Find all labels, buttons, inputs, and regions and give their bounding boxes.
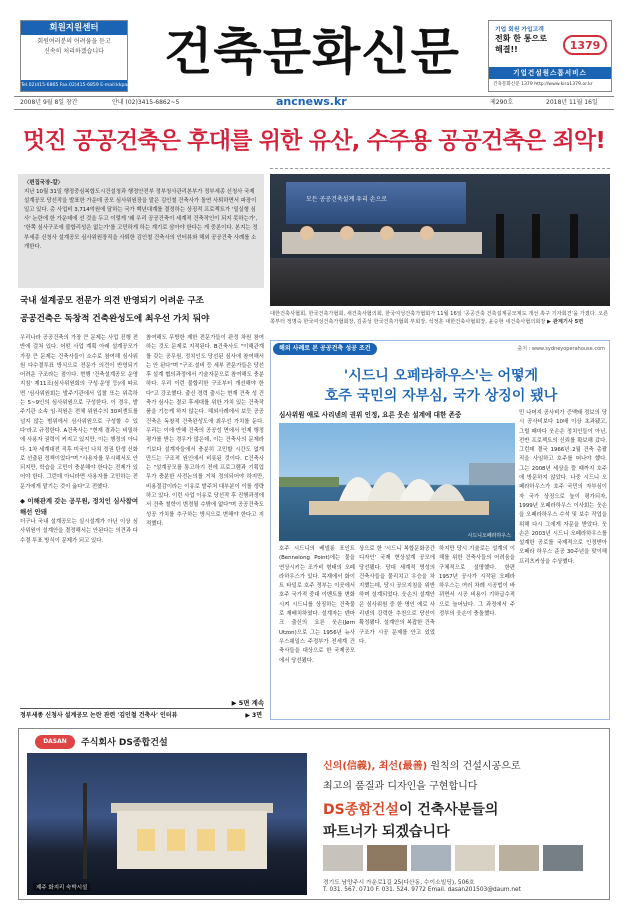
- ad-brand-name: DS종합건설: [323, 802, 399, 818]
- article-column-right: 민 나머지 공사비가 증액돼 정보의 당시 공사비보다 10배 이상 초과됐고, 그럴 때마다 웃손은 정치인들이 아닌, 전반 프로젝트의 신뢰를 확보해 갔다. 그런데 결국 1966년 2월 건축 총괄직을 사임하고 호주를 떠나야 했다. 그는 2008년 세상을 뜰 때까지 호주에 방문하지 않았다. 나중 시드니 오페라하우스가 호주 국민의 자부심이자 국가 상징으로 높이 평가되자, 1999년 오페라하우스 이사회는 웃손을 오페라하우스 수석 및 보수 작업을 위해 다시 그에게 자문을 받았다. 웃손은 2003년 시드니 오페라하우스를 설계한 공로를 국제적으로 인정받아 오페라 하우스 준공 30주년을 맞이해 프리츠커상을 수상했다.: [519, 410, 607, 565]
- onestop-footer: 건축문화신문 1379 http://www.kira1379.or.kr: [493, 82, 593, 87]
- ds-construction-ad[interactable]: [18, 728, 610, 900]
- body-column-1: [20, 334, 138, 714]
- article-column-2: 상으로 한 '시드니 복합문화공간 디자인' 국제 현상설계 공모에 당선됐다. 당대 세계적 명성의 건축사들을 물리치고 우승을 차지했는데, 당시 공모지침을 위반하며 설계되었다. 웃손의 설계안은 심사위원 중 한 명인 에로 사리넨의 강력한 추천으로 당선이 확정됐다. 설계안의 복잡한 건축 구조가 시공 문제를 안고 있었다.: [359, 546, 435, 645]
- body-column-2: 참여해도 무방한 제한 전문가들이 판정 차원 참여하는 것도 문제로 지적된다. B건축사도 "이해관계를 갖는 공무원, 정치인도 당선된 심사에 참여해서는 안 된다"며 "구조·설비 등 세부 전문가들은 당선 후 설계 협의과정에서 기술자문으로 참여해도 충분하다. 우리 이런 불합리한 구조부터 개선해야 한다"고 강조했다. 출신 경력 출시는 현재 건축 성 건축가 심사는 결코 후세대를 위한 가치 있는 건축작품을 기능케 하지 않는다. 해외사례에서 보듯 공공건축은 독창적 건축완성도에 최우선 가치를 둔다. 우리는 이에 반해 건축의 공공성 면에서 언제 행정 평가를 받는 경우가 많은데, 이는 건축사의 문제라기보다 설계자들에서 충분히 고민할 시간도 없게 만드는 구조적 원인에서 비롯된 것이다. C건축사는 "설계공모를 통고하기 전에 프로그램과 기획업무가 충분한 사전논의를 거쳐 정의되어야 하지만, 비용절감이라는 이유로 발주처 대부분이 이를 생략하고 있다. 이런 사업 이유로 당선작 후 진행과정에서 건축 철학이 변경될 수밖에 없다"며 공공건축도 성공 가치를 추구하는 방식으로 변해야 한다고 지적했다.: [146, 335, 264, 527]
- opera-house-illustration: [279, 423, 515, 541]
- onestop-service-box: [488, 20, 612, 92]
- lead-tag: 〈편집국장-칼〉: [24, 180, 64, 186]
- subheadline-2: 공공건축은 독창적 건축완성도에 최우선 가치 둬야: [20, 314, 210, 324]
- ad-thumbnail: [455, 845, 495, 871]
- contact-info: 안내 (02)3415-6862~5: [112, 99, 180, 106]
- article-tag: 해외 사례로 본 공공건축 성공 조건: [273, 343, 377, 355]
- headline-divider: [270, 168, 610, 169]
- issue-date: 2018년 11월 16일: [546, 99, 598, 106]
- reporters-crowd: [270, 258, 610, 306]
- member-support-contact: Tel.02)415-6865 Fax.02)415-6859 E-mail:kkpa@kira.or.kr: [21, 80, 127, 91]
- subheadline-1: 국내 설계공모 전문가 의견 반영되기 어려운 구조: [20, 296, 204, 306]
- onestop-banner: 기업건설원스톱서비스: [489, 67, 611, 79]
- interview-page-ref: ▶ 3면: [245, 712, 262, 719]
- house-window: [137, 829, 155, 851]
- issue-number: 제290호: [490, 99, 514, 106]
- ad-slogan-line1-rest: 원칙의 건설시공으로: [427, 761, 521, 772]
- section-heading: ◆ 이해관계 갖는 공무원, 정치인 심사참여해선 안돼: [20, 497, 138, 517]
- member-support-box: [20, 20, 153, 92]
- ad-thumbnail: [367, 845, 407, 871]
- speaker: [300, 226, 314, 240]
- speaker: [380, 226, 394, 240]
- onestop-call-line2: 해결!!: [495, 45, 518, 54]
- member-support-badge: 회원지원센터: [21, 21, 127, 35]
- article-title-line2: 호주 국민의 자부심, 국가 상징이 됐나: [324, 388, 558, 404]
- newspaper-page: [14, 18, 614, 902]
- member-support-line1: 회원여러분의 어려움을 듣고: [37, 38, 111, 45]
- interview-reference[interactable]: [20, 708, 264, 722]
- onestop-call-line1: 전화 한 통으로: [495, 34, 547, 43]
- speaker: [420, 226, 434, 240]
- dasan-logo: DASAN: [35, 735, 75, 749]
- interview-reference-text: 정부세종 신청사 설계공모 논란 관련 '김인철 건축사' 인터뷰: [20, 712, 178, 719]
- opera-house-photo: [279, 423, 515, 541]
- ad-slogan-line3-rest: 이 건축사분들의: [398, 802, 499, 818]
- article-subtitle: 심사위원 애로 사리넨의 권위 인정, 요른 웃손 설계에 대한 존중: [279, 411, 462, 419]
- ad-contact: T. 031. 567. 0710 F. 031. 524. 9772 Email. dasan201503@daum.net: [323, 887, 521, 893]
- photo-caption: [270, 310, 610, 336]
- website-link[interactable]: ancnews.kr: [276, 95, 347, 108]
- article-source: 출처 : www.sydneyoperahouse.com: [517, 346, 605, 352]
- ad-slogan-line2: 최고의 품질과 디자인을 구현합니다: [323, 781, 478, 792]
- article-title-line1: '시드니 오페라하우스'는 어떻게: [343, 368, 539, 384]
- ad-thumbnail: [323, 845, 363, 871]
- article-column-1: 호주 시드니의 베넬롱 포인트(Bennelong Point)에는 물을 연상시키는 조가비 형태의 오페라하우스가 있다. 목재에서 화이트 타일로 호주 정부는 이곳에서 호주 국가적 중대 이벤트를 변화시켜 시드니를 상징하는 건축물로 재배치하였다. 설계자는 덴마크 출신의 요른 웃손(Jørn Utzon)으로 그는 1956년 뉴사우스웨일스 주정부가 전세계 건축사들을 대상으로 한 국제공모에서 당선됐다.: [279, 546, 355, 664]
- ad-slogan-line1: [323, 757, 521, 772]
- ad-photo-caption: 제주 화지리 숙박시설: [33, 883, 90, 891]
- phone-number-badge: 1379: [563, 35, 607, 55]
- ad-thumbnail: [411, 845, 451, 871]
- ad-company-name: 주식회사 DS종합건설: [81, 738, 168, 748]
- body-column-1-tail: 더구나 국내 설계공모는 실시설계가 아닌 이상 심사위원이 설계안을 결정해서는 안된다는 의견과 다수결 투표 방식이 문제가 되고 있다.: [20, 519, 138, 544]
- body-column-1-text: 우리나라 공공건축의 가장 큰 문제는 사업 진행 전반에 걸쳐 있다. 어떤 사업 계획 아래 설계공모가 가장 큰 문제는 건축사들이 소수로 참여해 심사위원 다수결투표 방식으로 전문가 의견이 반영되기 어려운 구조라는 점이다. 현행 '건축설계공모 운영지침' 제11조(심사위원회의 구성·운영 등)에 따르면 '심사위원회는 발주기관에서 입찰 또는 위촉하는 5~9인의 심사위원으로 구성한다. 이 경우, 발주기관 소속 임·직원은 전체 위원수의 30퍼센트를 넘지 않는 범위에서 심사위원으로 구성할 수 있다'라고 규정한다. A건축사는 "현재 결과는 비밀하에 사용자 권력이 커지고 있지만, 이는 행정의 아니다. 1차 세계대전 직후 미국인 나치 정권 탄생 신화로 선출된 정책이었다"며 "사용자를 무시해서도 안 되지만, 학습을 고민이 충분해야 한다는 전제가 있어야 한다. 그런데 아니라면 사용자를 고민하는 전문가에게 맡기는 것이 옳다"고 전했다.: [20, 335, 138, 490]
- newspaper-title: 건축문화신문: [164, 23, 460, 81]
- founded-date: 2008년 9월 8일 창간: [20, 99, 78, 106]
- issue-info-bar: [14, 96, 614, 110]
- member-support-line2: 신속히 처리하겠습니다: [44, 48, 104, 55]
- opera-house-caption: 시드니오페라하우스: [467, 533, 511, 539]
- ad-slogan-line3: [323, 799, 498, 819]
- speaker: [340, 226, 354, 240]
- article-column-3: 하지만 당시 기술로는 설계의 이해를 위한 건축사들의 어려움을 구체적으로 설명했다. 한편 1957년 공사가 시작된 오페라하우스는 여러 차례 시공법이 바뀌면서 시공 비용이 기하급수적으로 늘어났다. 그 과정에서 주정부의 웃손이 충돌했다.: [439, 546, 515, 618]
- lead-text: 지난 10월 31일 행정중심복합도시건설청과 행정안전부 정부청사관리본부가 정부세종 신청사 국제설계공모 당선작을 발표한 가운데 공모 심사위원장을 맡은 김인철 건축사가 돌연 사퇴하면서 파장이 일고 있다. 총 사업비 3,714억원에 달하는 국가 백년대계를 결정하는 상징적 프로젝트가 '밀실형 심사' 논란에 한 가운데에 선 것을 두고 이렇게 '왜 우리 공공건축이 세계적 건축작인이 되지 못하는가', '한쪽 심사구조에 불합리성은 없는가'를 고민하게 하는 계기로 삼아야 한다는 게 중론이다. 본지는 정부세종 신청사 설계공모 심사위원장직을 사퇴한 김인철 건축사의 인터뷰와 해외 공공건축 사례를 소개한다.: [24, 189, 258, 250]
- press-conference-photo: [270, 174, 610, 306]
- main-headline: 멋진 공공건축은 후대를 위한 유산, 수주용 공공건축은 죄악!: [22, 128, 606, 154]
- ad-house-photo: [27, 753, 307, 895]
- house-window: [197, 829, 215, 851]
- ad-address: 경기도 남양주시 가운로1길 25(다산동, 수이소빌딩), 506호: [323, 880, 475, 886]
- lead-paragraph: [18, 174, 264, 288]
- ad-slogan-highlight: 신의(信義), 최선(最善): [323, 761, 428, 772]
- photo-caption-text: 대한건축사협회, 한국건축가협회, 새건축사협의회, 한국여성건축가협회가 11월 16일 '공공건축 건축설계공모제도 개선 촉구 기자회견'을 가졌다. 오른쪽부터 정명숙 한국여성건축가협회장, 김종성 한국건축가협회 부회장, 석정훈 대한건축사협회장, 윤승현 새건축사협의회장: [270, 311, 609, 326]
- house-window: [227, 829, 245, 851]
- overseas-case-article: [270, 340, 610, 720]
- masthead: [14, 18, 614, 94]
- conference-screen-text: 모든 공공건축설계 우리 손으로: [306, 196, 388, 203]
- onestop-call: [495, 33, 547, 55]
- ad-slogan-line4: 파트너가 되겠습니다: [323, 824, 450, 840]
- house-window: [167, 829, 185, 851]
- onestop-small: 기업 회원 가입고객: [495, 27, 544, 33]
- ad-thumbnail: [499, 845, 539, 871]
- continued-page-ref[interactable]: ▶ 5면 계속: [231, 699, 264, 707]
- ad-thumbnail: [543, 845, 583, 871]
- conference-screen: [286, 182, 466, 224]
- related-article-ref[interactable]: ▶ 관계기사 5면: [547, 319, 584, 326]
- palm-tree: [83, 783, 87, 879]
